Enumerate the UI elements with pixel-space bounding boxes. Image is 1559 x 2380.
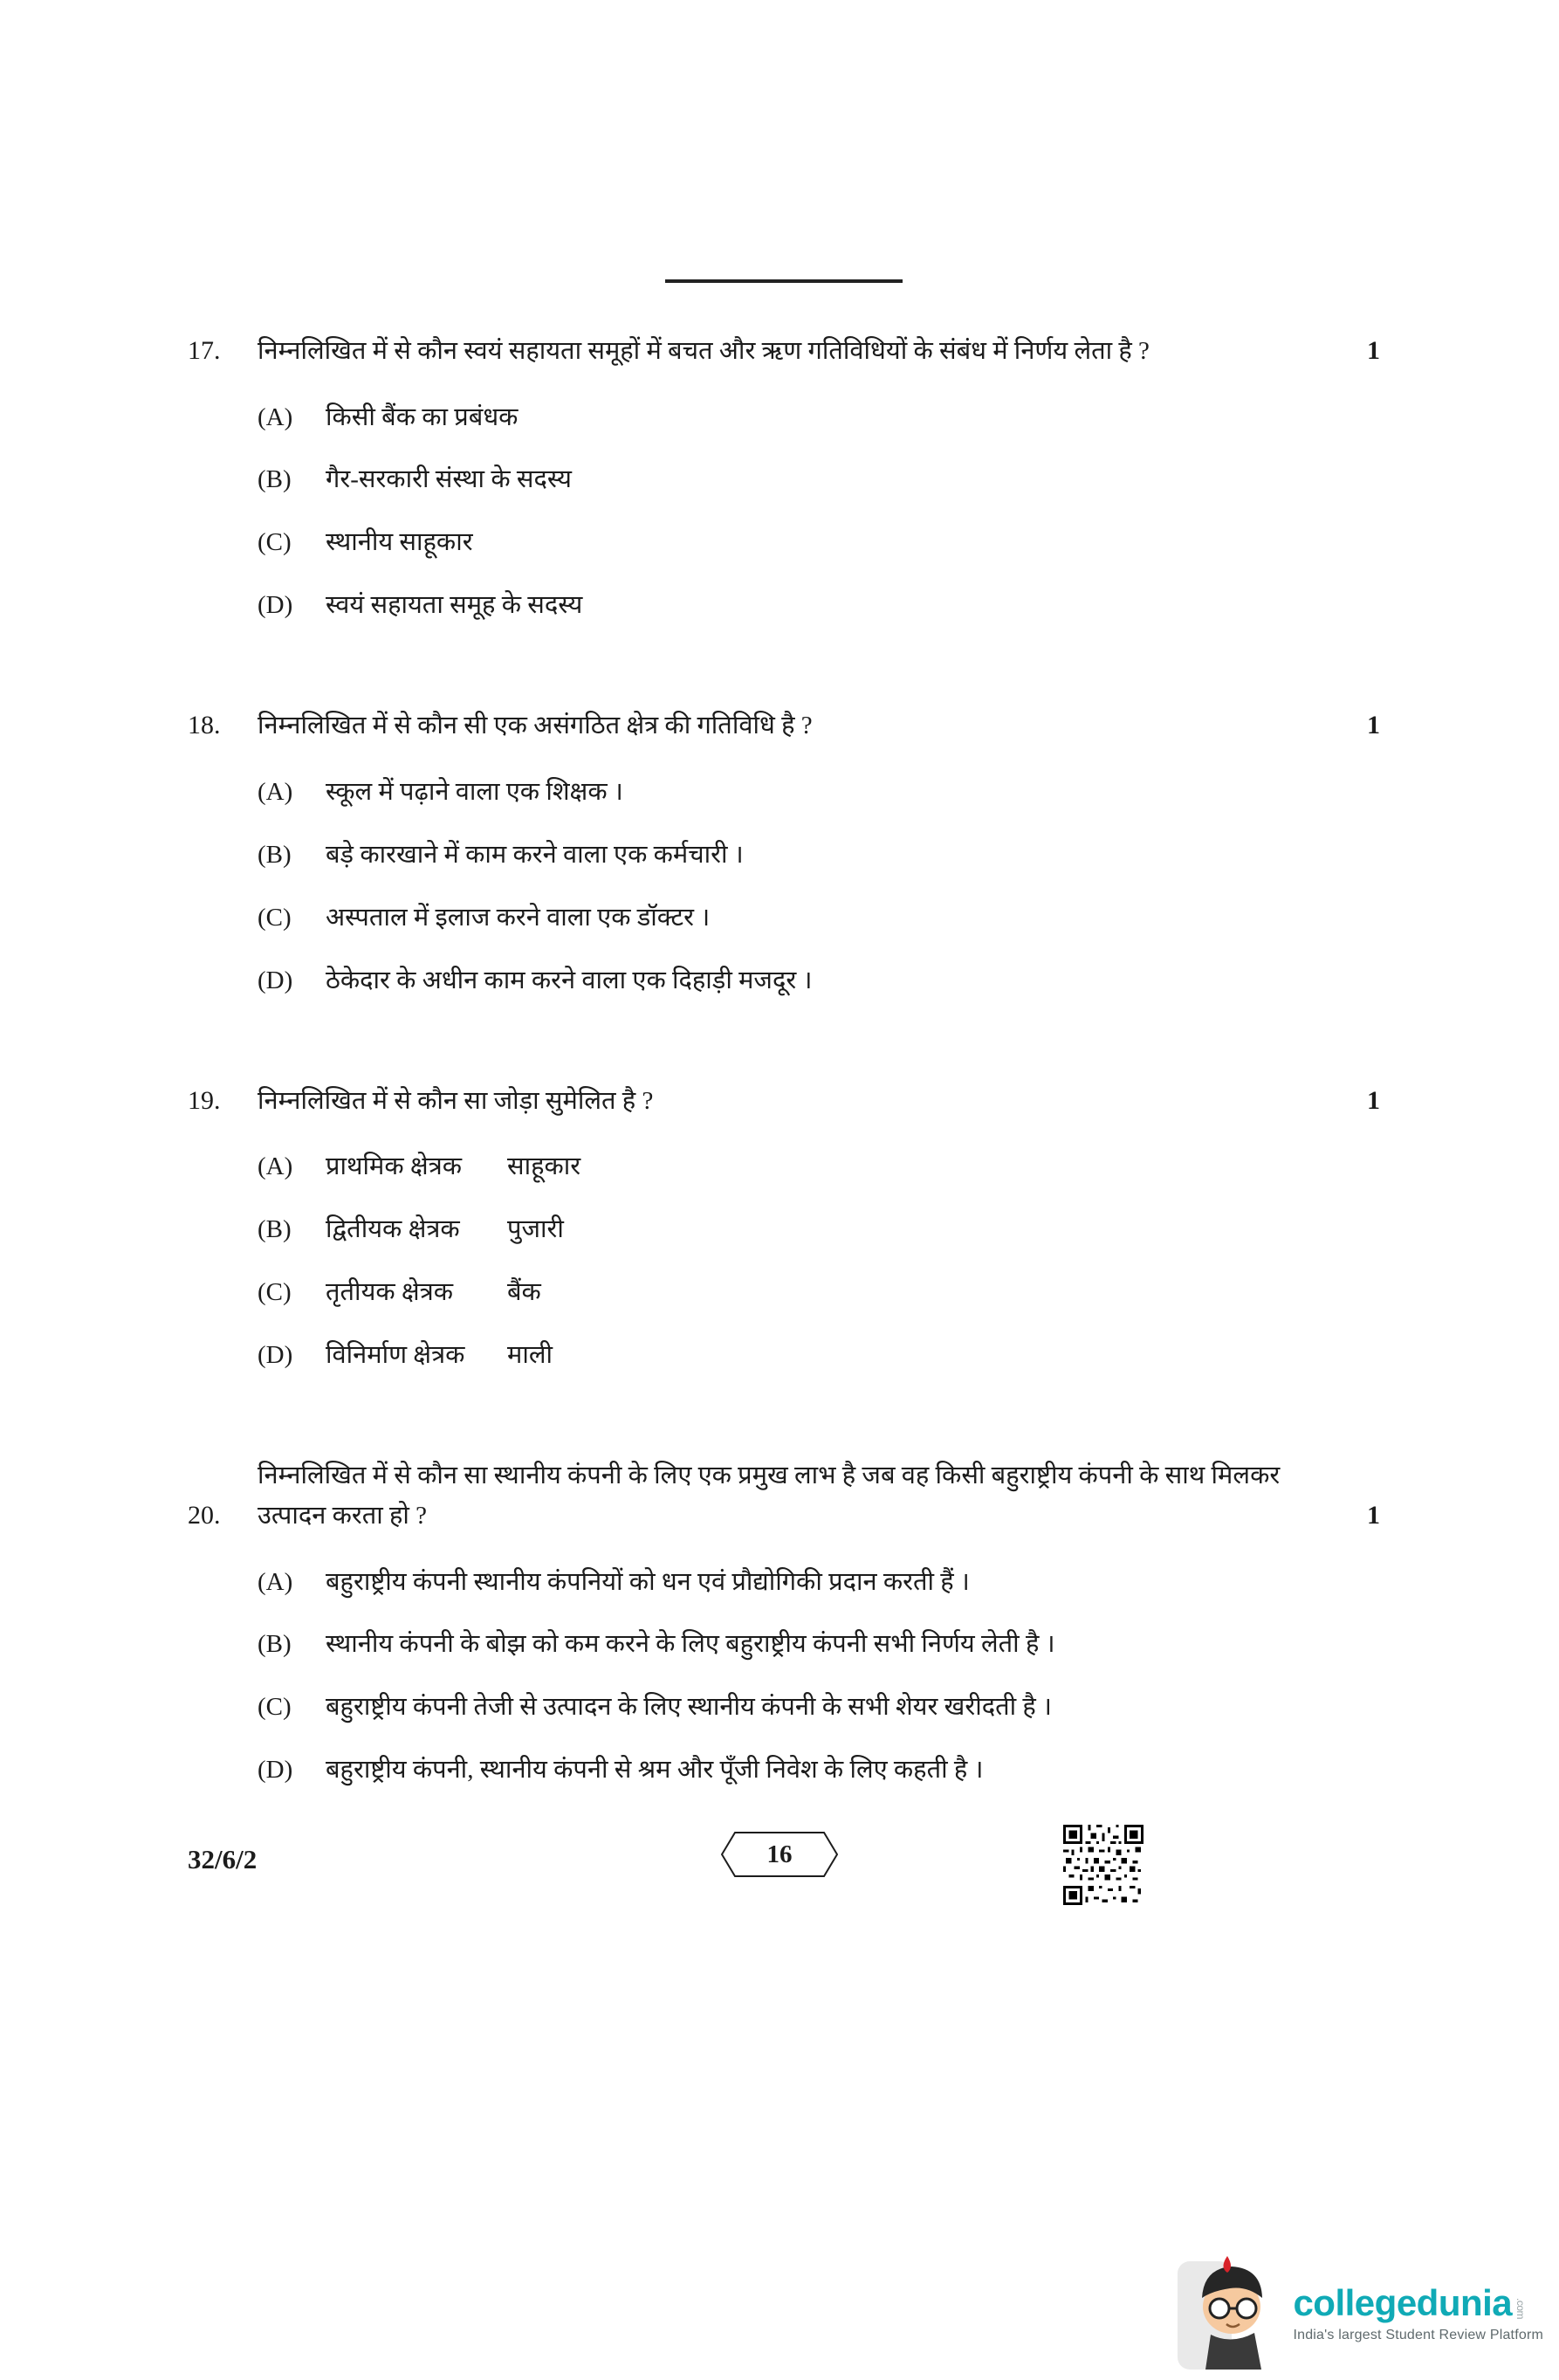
option-text: तृतीयक क्षेत्रक [326, 1277, 453, 1306]
question-number: 19. [188, 1085, 221, 1115]
section-divider [665, 279, 903, 283]
paper-code: 32/6/2 [188, 1844, 258, 1875]
option-text: बड़े कारखाने में काम करने वाला एक कर्मचारी । [326, 840, 744, 869]
option-text: बहुराष्ट्रीय कंपनी, स्थानीय कंपनी से श्रम और पूँजी निवेश के लिए कहती है । [326, 1756, 984, 1785]
option-a [258, 398, 1380, 437]
option-d [258, 586, 1380, 625]
option-label: (D) [258, 591, 293, 620]
option-text: प्राथमिक क्षेत्रक [326, 1152, 462, 1180]
question-text: निम्नलिखित में से कौन स्वयं सहायता समूहों में बचत और ऋण गतिविधियों के संबंध में निर्णय लेता है ? [258, 337, 1150, 366]
option-label: (A) [258, 1567, 293, 1596]
option-text: अस्पताल में इलाज करने वाला एक डॉक्टर । [326, 903, 711, 932]
brand-name: collegedunia [1293, 2282, 1513, 2323]
option-label: (B) [258, 1214, 292, 1243]
option-a [258, 1147, 1380, 1187]
option-match-text: पुजारी [507, 1214, 564, 1243]
question-18 [188, 705, 1380, 1000]
option-text: किसी बैंक का प्रबंधक [326, 402, 519, 431]
option-label: (A) [258, 777, 293, 806]
option-b [258, 1210, 1380, 1249]
option-c [258, 523, 1380, 562]
option-text: स्थानीय साहूकार [326, 528, 473, 557]
option-a [258, 1563, 1380, 1602]
question-marks: 1 [1367, 336, 1380, 365]
option-text: विनिर्माण क्षेत्रक [326, 1340, 465, 1369]
option-d [258, 1336, 1380, 1375]
question-marks: 1 [1367, 1085, 1380, 1115]
option-label: (D) [258, 966, 293, 994]
option-label: (B) [258, 840, 292, 869]
option-match-text: साहूकार [507, 1152, 581, 1180]
option-label: (A) [258, 1152, 293, 1180]
question-number: 17. [188, 336, 221, 365]
option-label: (C) [258, 903, 292, 932]
question-number: 20. [188, 1501, 221, 1530]
option-b [258, 460, 1380, 499]
question-text: निम्नलिखित में से कौन सा जोड़ा सुमेलित है ? [258, 1086, 654, 1115]
question-number: 18. [188, 711, 221, 740]
option-label: (B) [258, 465, 292, 494]
question-text: निम्नलिखित में से कौन सा स्थानीय कंपनी के लिए एक प्रमुख लाभ है जब वह किसी बहुराष्ट्रीय कंपनी के साथ मिलकर उत्पादन करता हो ? [258, 1461, 1281, 1530]
option-d [258, 961, 1380, 1001]
option-text: ठेकेदार के अधीन काम करने वाला एक दिहाड़ी मजदूर । [326, 966, 813, 994]
option-b [258, 1625, 1380, 1664]
option-text: स्थानीय कंपनी के बोझ को कम करने के लिए बहुराष्ट्रीय कंपनी सभी निर्णय लेती है । [326, 1630, 1055, 1659]
option-label: (B) [258, 1630, 292, 1659]
collegedunia-watermark [1178, 2253, 1543, 2373]
question-19 [188, 1081, 1380, 1375]
option-match-text: माली [507, 1340, 553, 1369]
option-label: (C) [258, 528, 292, 557]
page-number: 16 [766, 1840, 793, 1868]
page-footer [0, 1825, 1559, 1929]
option-label: (C) [258, 1693, 292, 1722]
option-label: (D) [258, 1756, 293, 1785]
option-c [258, 1688, 1380, 1727]
brand-tld: .com [1514, 2297, 1528, 2319]
question-marks: 1 [1367, 711, 1380, 740]
question-17 [188, 331, 1380, 625]
question-marks: 1 [1367, 1501, 1380, 1530]
option-a [258, 773, 1380, 812]
option-text: गैर-सरकारी संस्था के सदस्य [326, 465, 572, 494]
option-label: (C) [258, 1277, 292, 1306]
option-b [258, 836, 1380, 875]
option-text: स्वयं सहायता समूह के सदस्य [326, 591, 583, 620]
question-20 [188, 1455, 1380, 1791]
option-text: द्वितीयक क्षेत्रक [326, 1214, 460, 1243]
question-text: निम्नलिखित में से कौन सी एक असंगठित क्षेत्र की गतिविधि है ? [258, 712, 813, 740]
page-number-badge [721, 1832, 838, 1877]
option-text: बहुराष्ट्रीय कंपनी स्थानीय कंपनियों को धन एवं प्रौद्योगिकी प्रदान करती हैं । [326, 1567, 970, 1596]
option-d [258, 1751, 1380, 1790]
option-label: (D) [258, 1340, 293, 1369]
option-text: स्कूल में पढ़ाने वाला एक शिक्षक । [326, 777, 623, 806]
option-c [258, 898, 1380, 938]
option-label: (A) [258, 402, 293, 431]
option-text: बहुराष्ट्रीय कंपनी तेजी से उत्पादन के लिए स्थानीय कंपनी के सभी शेयर खरीदती है । [326, 1693, 1053, 1722]
collegedunia-mascot-icon [1178, 2253, 1281, 2373]
option-c [258, 1273, 1380, 1312]
brand-tagline: India's largest Student Review Platform [1293, 2328, 1543, 2342]
qr-code [1063, 1825, 1143, 1909]
option-match-text: बैंक [507, 1277, 541, 1306]
